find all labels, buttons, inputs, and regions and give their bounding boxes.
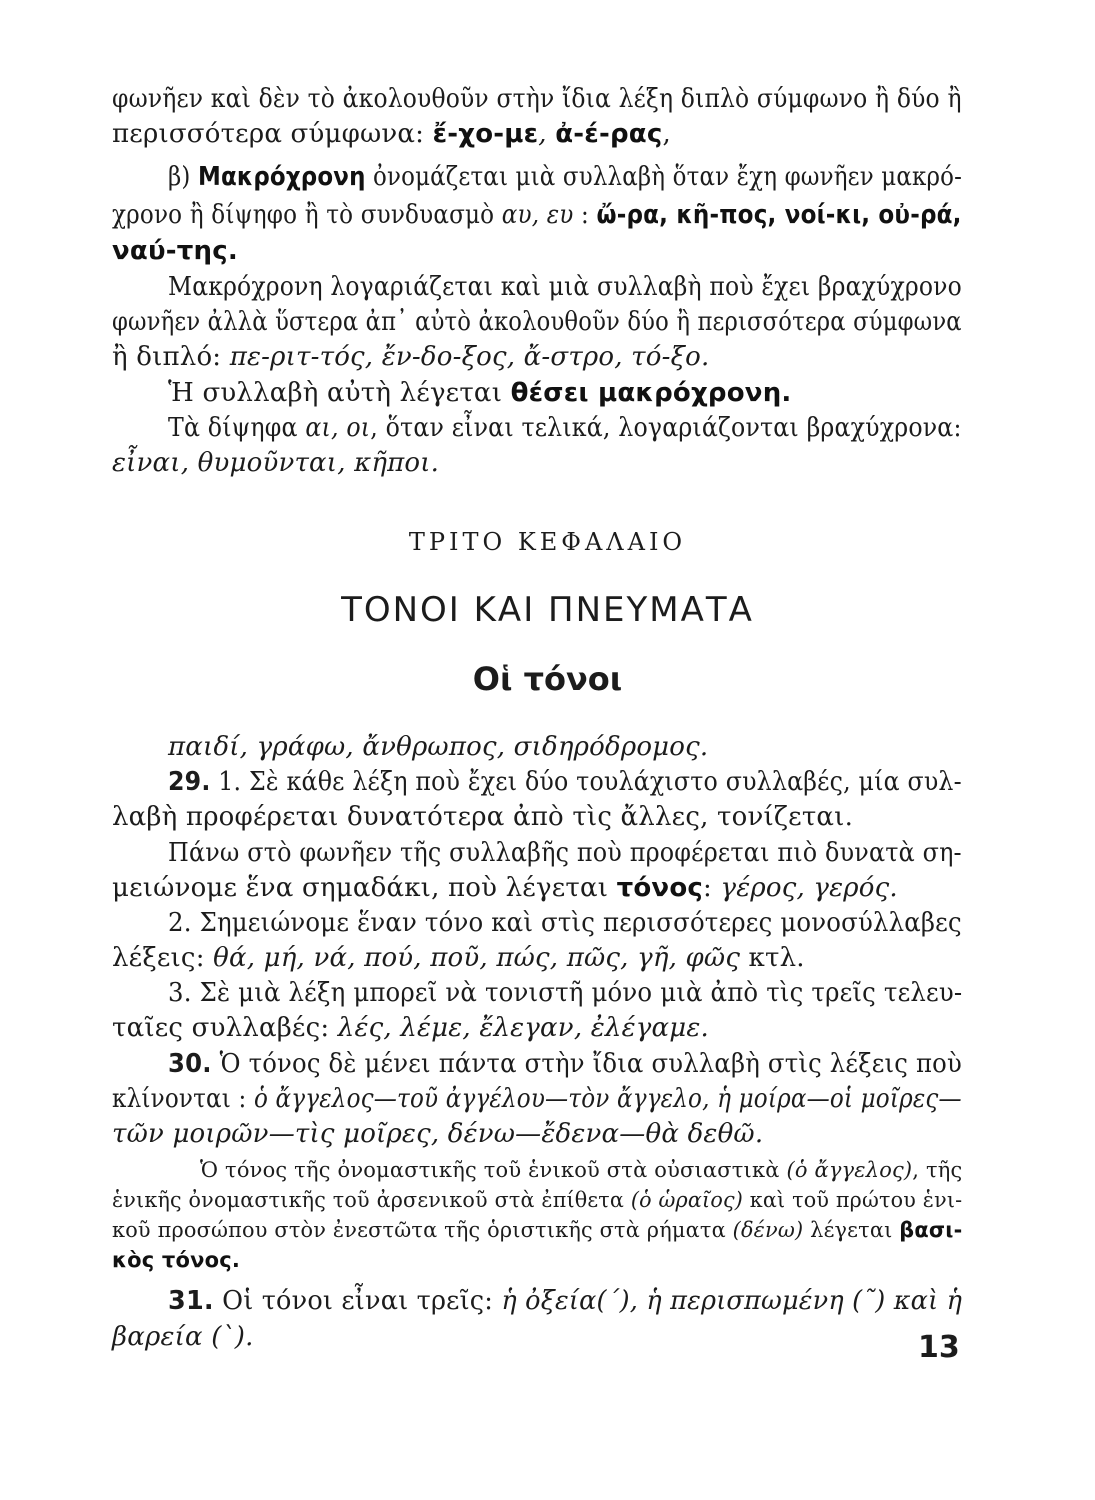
text-line [112, 117, 962, 151]
line-text: : [573, 200, 597, 230]
line-text: Οἱ τόνοι εἶναι τρεῖς: [213, 1286, 502, 1316]
line-text: φωνῆεν καὶ δὲν τὸ ἀκολουθοῦν στὴν ἴδια λέξη διπλὸ σύμφωνο ἢ δύο ἢ [112, 84, 962, 114]
text-line [168, 730, 962, 764]
line-text: κοῦ προσώπου στὸν ἐνεστῶτα τῆς ὁριστικῆς στὰ ρήματα [112, 1218, 733, 1242]
line-text: , [662, 119, 671, 149]
section-title: Οἱ τόνοι [472, 660, 623, 698]
text-line [112, 446, 962, 480]
italic-example: τῶν μοιρῶν—τὶς μοῖρες, δένω—ἔδενα—θὰ δεθῶ. [112, 1119, 764, 1149]
text-line [112, 340, 962, 374]
note-line [112, 1215, 963, 1245]
bold-example: ναύ-της. [112, 236, 238, 266]
page-number: 13 [918, 1330, 960, 1365]
line-text: ἢ διπλό: [112, 342, 230, 372]
chapter-heading: ΤΡΙΤΟ ΚΕΦΑΛΑΙΟ [408, 528, 687, 556]
line-text: β) [168, 162, 199, 192]
line-text: κτλ. [740, 943, 805, 973]
note-line [112, 1245, 962, 1275]
italic-example: παιδί, γράφω, ἄνθρωπος, σιδηρόδρομος. [168, 732, 709, 762]
line-text: περισσότερα σύμφωνα: [112, 119, 433, 149]
line-text: χρονο ἢ δίψηφο ἢ τὸ συνδυασμὸ [112, 200, 502, 230]
term-bold: τόνος [616, 873, 704, 903]
line-text: : [703, 873, 721, 903]
text-line [112, 871, 962, 905]
italic-example: εἶναι, θυμοῦνται, κῆποι. [112, 448, 440, 478]
text-line [168, 160, 963, 194]
line-text: 2. Σημειώνομε ἕναν τόνο καὶ στὶς περισσότερες μονοσύλλαβες [168, 908, 962, 938]
paragraph-number: 30. [168, 1049, 212, 1079]
line-text: Πάνω στὸ φωνῆεν τῆς συλλαβῆς ποὺ προφέρεται πιὸ δυνατὰ ση- [168, 838, 962, 868]
text-line [168, 906, 962, 940]
line-text: 1. Σὲ κάθε λέξη ποὺ ἔχει δύο τουλάχιστο συλλαβές, μία συλ- [210, 767, 962, 797]
line-text: καὶ τοῦ πρώτου ἑνι- [742, 1188, 963, 1212]
text-line [112, 1082, 962, 1116]
text-line [168, 765, 962, 799]
text-line [112, 234, 962, 268]
term-bold: κὸς τόνος. [112, 1248, 241, 1272]
italic-example: ὁ ἄγγελος—τοῦ ἀγγέλου—τὸν ἄγγελο, ἡ μοίρα—οἱ μοῖρες— [253, 1084, 962, 1114]
line-text: , ὅταν εἶναι τελικά, λογαριάζονται βραχύχρονα: [370, 413, 962, 443]
text-line [112, 941, 962, 975]
bold-example: ὤ-ρα, κῆ-πος, νοί-κι, οὐ-ρά, [596, 200, 962, 230]
italic-example: βαρεία (`). [112, 1322, 254, 1352]
term-bold: Μακρόχρονη [198, 162, 366, 192]
text-line [168, 1284, 963, 1318]
italic-text: αυ, ευ [501, 200, 574, 230]
line-text: Μακρόχρονη λογαριάζεται καὶ μιὰ συλλαβὴ ποὺ ἔχει βραχύχρονο [168, 272, 962, 302]
line-text: Ὁ τόνος τῆς ὀνομαστικῆς τοῦ ἑνικοῦ στὰ οὐσιαστικὰ [200, 1158, 787, 1182]
line-text: κλίνονται : [112, 1084, 254, 1114]
text-line [112, 800, 962, 834]
text-line [168, 270, 962, 304]
text-line [168, 376, 962, 410]
line-text: λέγεται [803, 1218, 900, 1242]
note-line [112, 1185, 963, 1215]
term-bold: θέσει μακρόχρονη. [510, 378, 792, 408]
paragraph-number: 29. [168, 767, 211, 797]
italic-example: (ὁ ὡραῖος) [630, 1188, 743, 1212]
italic-example: πε-ριτ-τός, ἔν-δο-ξος, ἄ-στρο, τό-ξο. [229, 342, 710, 372]
text-line [112, 1117, 962, 1151]
text-line [168, 976, 963, 1010]
line-text: Τὰ δίψηφα [168, 413, 306, 443]
italic-example: (δένω) [732, 1218, 804, 1242]
line-text: , [538, 119, 556, 149]
italic-text: αι, οι [305, 413, 371, 443]
line-text: , τῆς [912, 1158, 963, 1182]
chapter-title: ΤΟΝΟΙ ΚΑΙ ΠΝΕΥΜΑΤΑ [341, 590, 754, 630]
term-bold: βασι- [899, 1218, 963, 1242]
line-text: Ὁ τόνος δὲ μένει πάντα στὴν ἴδια συλλαβὴ στὶς λέξεις ποὺ [211, 1049, 962, 1079]
text-line [112, 305, 962, 339]
line-text: φωνῆεν ἀλλὰ ὕστερα ἀπ᾽ αὐτὸ ἀκολουθοῦν δύο ἢ περισσότερα σύμφωνα [112, 307, 962, 337]
text-line [112, 82, 962, 116]
text-line [168, 411, 962, 445]
italic-example: λές, λέμε, ἔλεγαν, ἐλέγαμε. [337, 1013, 709, 1043]
note-line [200, 1155, 963, 1185]
line-text: λαβὴ προφέρεται δυνατότερα ἀπὸ τὶς ἄλλες, τονίζεται. [112, 802, 854, 832]
bold-example: ἔ-χο-με [432, 119, 539, 149]
line-text: ταῖες συλλαβές: [112, 1013, 338, 1043]
line-text: Ἡ συλλαβὴ αὐτὴ λέγεται [168, 378, 511, 408]
line-text: 3. Σὲ μιὰ λέξη μπορεῖ νὰ τονιστῆ μόνο μιὰ ἀπὸ τὶς τρεῖς τελευ- [168, 978, 963, 1008]
paragraph-number: 31. [168, 1286, 214, 1316]
bold-example: ἀ-έ-ρας [555, 119, 663, 149]
line-text: μειώνομε ἕνα σημαδάκι, ποὺ λέγεται [112, 873, 617, 903]
italic-example: (ὁ ἄγγελος) [786, 1158, 913, 1182]
text-line [112, 1320, 962, 1354]
italic-example: θά, μή, νά, πού, ποῦ, πώς, πῶς, γῆ, φῶς [213, 943, 741, 973]
text-line [112, 198, 962, 232]
text-line [112, 1011, 962, 1045]
line-text: λέξεις: [112, 943, 214, 973]
italic-example: γέρος, γερός. [720, 873, 898, 903]
italic-example: ἡ ὀξεία(΄), ἡ περισπωμένη (῀) καὶ ἡ [501, 1286, 963, 1316]
text-line [168, 836, 962, 870]
line-text: ἑνικῆς ὀνομαστικῆς τοῦ ἀρσενικοῦ στὰ ἐπίθετα [112, 1188, 631, 1212]
line-text: ὀνομάζεται μιὰ συλλαβὴ ὅταν ἔχη φωνῆεν μακρό- [365, 162, 963, 192]
text-line [168, 1047, 962, 1081]
